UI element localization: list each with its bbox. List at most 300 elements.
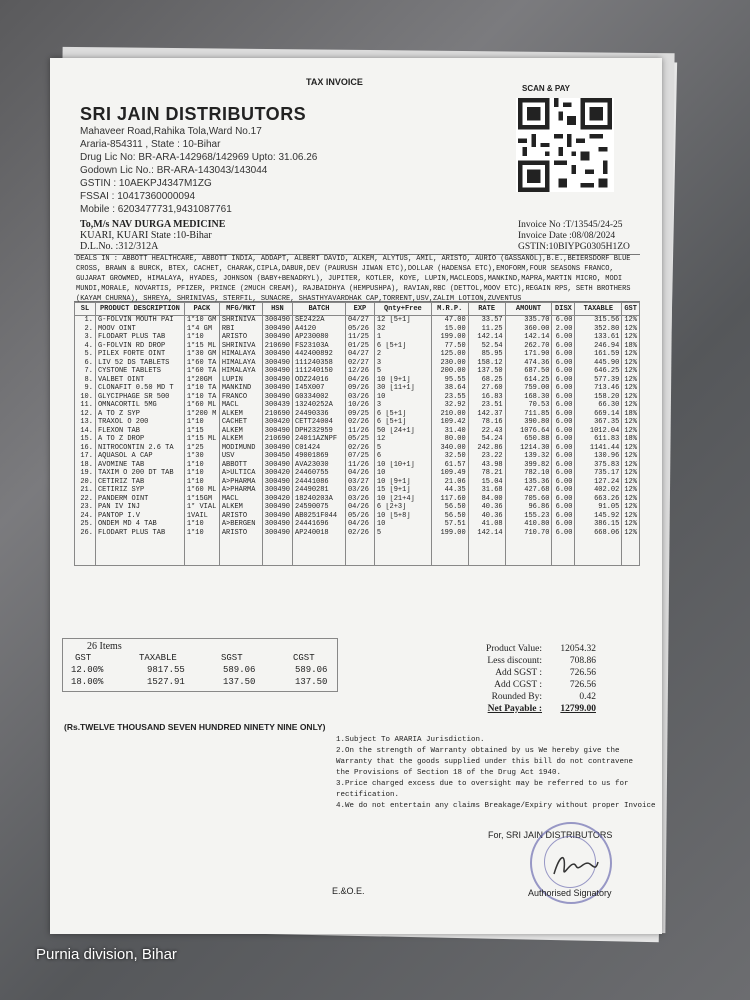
table-cell: LUPIN xyxy=(219,376,262,385)
table-cell: 01/25 xyxy=(345,342,374,351)
table-row xyxy=(75,529,640,538)
deals-in-text: DEALS IN : ABBOTT HEALTHCARE, ABBOTT INDIA, ADDAPT, ALBERT DAVID, ALKEM, ALYTUS, AMIL, ARISTO, AURIO (GASSANOL),B.E.,BEIERSDORF BLUE CROSS, BRAWN & BURCK, BTEX, CACHET, CHARAK,CIPLA,DABUR,DEV (PAURUSH JIWAN ETC),DOLLAR (HADENSA ETC),EMOFORM,FOUR SEASONS FRANCO, GUJARAT GROWMED, HIMALAYA, HYADES, JOHNSON (BABY+BENADRYL), JUPITER, KOTLER, KOYE, LUPIN,MACLEODS,MANKIND,MAPRA,MARTIN MICRO, MODI MUNDI,MORALE, NOVARTIS, PFIZER, PRINCE (2MUCH CREAM), RAJBAIDHYA (HEMPUSHPA), RAVIAN,RBC (DETTOL,MOOV ETC),REGAIN RPS, SETH BROTHERS (KAYAM CHURNA), SHREYA, SHRINIVAS, STERFIL, SUNACRE, SHASTHYAVARDHAK CAP,TORRENT,USV,ZALIM LOTION,ZUVENTUS xyxy=(76,255,631,303)
table-cell: 230.00 xyxy=(431,359,468,368)
column-header: EXP xyxy=(345,303,374,316)
table-cell: 04/27 xyxy=(345,350,374,359)
table-cell: 10 [10+1] xyxy=(374,461,431,470)
table-cell: 12% xyxy=(622,478,640,487)
table-cell: MACL xyxy=(219,401,262,410)
table-cell: ALKEM xyxy=(219,503,262,512)
table-cell: 52.54 xyxy=(468,342,505,351)
table-cell: 12% xyxy=(622,486,640,495)
table-cell: 352.80 xyxy=(575,325,622,334)
table-row xyxy=(75,478,640,487)
table-cell: 199.00 xyxy=(431,333,468,342)
table-cell: 782.10 xyxy=(505,469,552,478)
term-2-cont2: the Provisions of Section 18 of the Drug Act 1940. xyxy=(336,769,562,777)
table-cell: 12% xyxy=(622,427,640,436)
table-cell: 340.00 xyxy=(431,444,468,453)
gst-summary-box xyxy=(62,638,338,692)
table-cell: 21. xyxy=(75,486,96,495)
table-cell: PILEX FORTE OINT xyxy=(95,350,184,359)
table-cell: 12% xyxy=(622,495,640,504)
gst-taxable-1: 9817.55 xyxy=(147,665,185,675)
net-payable: 12799.00 xyxy=(560,704,596,714)
table-cell: 40.36 xyxy=(468,512,505,521)
column-header: DISX xyxy=(552,303,575,316)
table-cell: 109.42 xyxy=(431,418,468,427)
table-cell: AVOMINE TAB xyxy=(95,461,184,470)
table-cell: 10 [21+4] xyxy=(374,495,431,504)
table-cell: 1*10 xyxy=(184,333,219,342)
table-cell: 445.90 xyxy=(575,359,622,368)
table-cell: 4. xyxy=(75,342,96,351)
table-cell: FS23103A xyxy=(293,342,346,351)
gst-header-gst: GST xyxy=(75,653,92,663)
column-header: RATE xyxy=(468,303,505,316)
table-cell: 44.35 xyxy=(431,486,468,495)
table-cell: DPH232959 xyxy=(293,427,346,436)
table-cell: 12% xyxy=(622,350,640,359)
table-cell: A>BERGEN xyxy=(219,520,262,529)
table-cell: 1*10 xyxy=(184,418,219,427)
table-cell: FLODART PLUS TAB xyxy=(95,529,184,538)
table-cell: 11.25 xyxy=(468,325,505,334)
table-row xyxy=(75,452,640,461)
table-cell: 199.00 xyxy=(431,529,468,538)
table-cell: MANKIND xyxy=(219,384,262,393)
table-cell: 32 xyxy=(374,325,431,334)
qr-code-icon xyxy=(516,98,614,192)
add-sgst: 726.56 xyxy=(569,668,596,678)
gst-cgst-1: 589.06 xyxy=(295,665,328,675)
table-cell: 1012.04 xyxy=(575,427,622,436)
table-cell: 12% xyxy=(622,520,640,529)
table-cell xyxy=(293,537,346,566)
table-row xyxy=(75,469,640,478)
table-cell: 05/25 xyxy=(345,435,374,444)
column-header: HSN xyxy=(262,303,292,316)
table-cell: 12/26 xyxy=(345,367,374,376)
table-cell: A TO Z SYP xyxy=(95,410,184,419)
table-cell: 12% xyxy=(622,359,640,368)
table-cell: 1. xyxy=(75,316,96,325)
table-cell: 300490 xyxy=(262,325,292,334)
table-cell xyxy=(468,537,505,566)
term-3: 3.Price charged excess due to oversight may be referred to us for xyxy=(336,780,629,788)
table-cell: A>PHARMA xyxy=(219,486,262,495)
table-cell: 6 [2+3] xyxy=(374,503,431,512)
table-cell xyxy=(184,537,219,566)
table-cell: 09/26 xyxy=(345,384,374,393)
table-cell: PAN IV INJ xyxy=(95,503,184,512)
table-cell: ALKEM xyxy=(219,435,262,444)
table-cell: ARISTO xyxy=(219,333,262,342)
table-cell: TAXIM O 200 DT TAB xyxy=(95,469,184,478)
table-cell: 142.37 xyxy=(468,410,505,419)
table-cell: 04/26 xyxy=(345,503,374,512)
table-cell: 6.00 xyxy=(552,333,575,342)
table-cell: 6 [5+1] xyxy=(374,418,431,427)
table-cell: 300490 xyxy=(262,520,292,529)
table-cell: 474.36 xyxy=(505,359,552,368)
table-cell: 1*10 GM xyxy=(184,316,219,325)
table-cell: 1*200 M xyxy=(184,410,219,419)
table-cell: 02/26 xyxy=(345,529,374,538)
table-cell: 713.46 xyxy=(575,384,622,393)
table-cell: 300490 xyxy=(262,393,292,402)
table-cell: 300490 xyxy=(262,367,292,376)
table-cell: 6 [5+1] xyxy=(374,410,431,419)
table-cell: 15.04 xyxy=(468,478,505,487)
table-row xyxy=(75,444,640,453)
table-cell: 47.00 xyxy=(431,316,468,325)
table-cell: 410.80 xyxy=(505,520,552,529)
table-cell: 300490 xyxy=(262,444,292,453)
table-cell: 200.00 xyxy=(431,367,468,376)
net-payable-label: Net Payable : xyxy=(487,704,542,714)
table-cell: FRANCO xyxy=(219,393,262,402)
table-cell: 360.00 xyxy=(505,325,552,334)
table-cell xyxy=(505,537,552,566)
table-cell: 6.00 xyxy=(552,529,575,538)
table-cell: 6.00 xyxy=(552,478,575,487)
table-cell: 9. xyxy=(75,384,96,393)
table-cell: NITROCONTIN 2.6 TA xyxy=(95,444,184,453)
table-cell: 12 [5+1] xyxy=(374,316,431,325)
table-cell: SHRINIVA xyxy=(219,342,262,351)
table-cell: 19. xyxy=(75,469,96,478)
table-cell: 5. xyxy=(75,350,96,359)
table-cell: 03/26 xyxy=(345,393,374,402)
table-cell: G0334002 xyxy=(293,393,346,402)
table-cell: I45X007 xyxy=(293,384,346,393)
buyer-name: To,M/s NAV DURGA MEDICINE xyxy=(80,219,226,230)
table-row xyxy=(75,367,640,376)
table-cell: 2.00 xyxy=(552,325,575,334)
table-cell: CACHET xyxy=(219,418,262,427)
table-cell: AVA23030 xyxy=(293,461,346,470)
table-cell: CETIRIZ TAB xyxy=(95,478,184,487)
authorised-signatory: Authorised Signatory xyxy=(528,888,612,898)
table-cell: 335.70 xyxy=(505,316,552,325)
table-cell: 6.00 xyxy=(552,342,575,351)
table-cell: 10 xyxy=(374,393,431,402)
table-cell: 1*10 TA xyxy=(184,384,219,393)
term-1: 1.Subject To ARARIA Jurisdiction. xyxy=(336,736,485,744)
table-cell: 109.49 xyxy=(431,469,468,478)
table-cell: 10. xyxy=(75,393,96,402)
table-cell: 18% xyxy=(622,410,640,419)
table-cell: 40.36 xyxy=(468,503,505,512)
table-cell: 669.14 xyxy=(575,410,622,419)
table-cell: 375.83 xyxy=(575,461,622,470)
table-cell: LIV 52 DS TABLETS xyxy=(95,359,184,368)
table-cell: 13240252A xyxy=(293,401,346,410)
table-cell: 168.30 xyxy=(505,393,552,402)
table-cell: 24490281 xyxy=(293,486,346,495)
table-cell: AP230080 xyxy=(293,333,346,342)
table-cell: MOOV OINT xyxy=(95,325,184,334)
table-cell xyxy=(75,537,96,566)
table-cell: 711.85 xyxy=(505,410,552,419)
rounded-by: 0.42 xyxy=(579,692,596,702)
rounded-by-label: Rounded By: xyxy=(491,692,542,702)
table-cell: 18240203A xyxy=(293,495,346,504)
table-cell: 5 xyxy=(374,367,431,376)
table-cell: 6.00 xyxy=(552,316,575,325)
table-cell: 133.61 xyxy=(575,333,622,342)
invoice-number: Invoice No :T/13545/24-25 xyxy=(518,220,623,230)
table-cell: 6.00 xyxy=(552,452,575,461)
add-cgst: 726.56 xyxy=(569,680,596,690)
table-cell: 23.22 xyxy=(468,452,505,461)
table-cell: 111240358 xyxy=(293,359,346,368)
table-cell: 1141.44 xyxy=(575,444,622,453)
table-cell: 12% xyxy=(622,529,640,538)
table-cell: ODZ24016 xyxy=(293,376,346,385)
table-row xyxy=(75,393,640,402)
table-cell: MODIMUND xyxy=(219,444,262,453)
table-cell: 6.00 xyxy=(552,503,575,512)
table-cell: 6.00 xyxy=(552,384,575,393)
table-row xyxy=(75,503,640,512)
photo-caption: Purnia division, Bihar xyxy=(36,946,177,963)
table-cell: 56.50 xyxy=(431,503,468,512)
column-header: BATCH xyxy=(293,303,346,316)
table-cell: 02/27 xyxy=(345,359,374,368)
table-cell: 24441696 xyxy=(293,520,346,529)
table-row xyxy=(75,435,640,444)
table-cell: 04/26 xyxy=(345,376,374,385)
table-cell: 1*30 GM xyxy=(184,350,219,359)
table-cell: 1VAIL xyxy=(184,512,219,521)
table-cell: 611.83 xyxy=(575,435,622,444)
table-row xyxy=(75,461,640,470)
table-cell: A TO Z DROP xyxy=(95,435,184,444)
table-cell: 1*10 xyxy=(184,469,219,478)
table-cell: 300420 xyxy=(262,495,292,504)
table-cell: 367.35 xyxy=(575,418,622,427)
table-cell: 12% xyxy=(622,461,640,470)
table-cell: 7. xyxy=(75,367,96,376)
table-cell: 21.06 xyxy=(431,478,468,487)
table-cell: 145.92 xyxy=(575,512,622,521)
table-cell: 54.24 xyxy=(468,435,505,444)
table-cell xyxy=(262,537,292,566)
table-filler-row xyxy=(75,537,640,566)
table-cell: 125.00 xyxy=(431,350,468,359)
table-cell: 6.00 xyxy=(552,469,575,478)
table-cell: ARISTO xyxy=(219,529,262,538)
table-cell: 1*10 xyxy=(184,478,219,487)
table-cell: 111240150 xyxy=(293,367,346,376)
table-cell: 6.00 xyxy=(552,461,575,470)
table-cell: 61.57 xyxy=(431,461,468,470)
table-cell: 155.23 xyxy=(505,512,552,521)
gst-rate-1: 12.00% xyxy=(71,665,104,675)
eoe-label: E.&O.E. xyxy=(332,886,365,896)
table-cell: 3. xyxy=(75,333,96,342)
table-cell: 6.00 xyxy=(552,367,575,376)
table-cell: 142.14 xyxy=(468,333,505,342)
table-cell: 6.00 xyxy=(552,376,575,385)
table-cell: 05/26 xyxy=(345,325,374,334)
table-cell: 12% xyxy=(622,444,640,453)
table-cell: HIMALAYA xyxy=(219,350,262,359)
column-header: TAXABLE xyxy=(575,303,622,316)
table-cell: 14. xyxy=(75,427,96,436)
table-row xyxy=(75,418,640,427)
table-cell: 80.00 xyxy=(431,435,468,444)
less-discount-label: Less discount: xyxy=(487,656,542,666)
table-cell: 668.06 xyxy=(575,529,622,538)
table-cell: 43.98 xyxy=(468,461,505,470)
table-cell: 56.50 xyxy=(431,512,468,521)
table-row xyxy=(75,384,640,393)
table-row xyxy=(75,495,640,504)
table-cell: 705.60 xyxy=(505,495,552,504)
table-cell: 6.00 xyxy=(552,393,575,402)
table-cell: 10 [9+1] xyxy=(374,478,431,487)
table-cell: 31.68 xyxy=(468,486,505,495)
table-cell: 577.39 xyxy=(575,376,622,385)
table-cell: 210690 xyxy=(262,435,292,444)
table-row xyxy=(75,350,640,359)
table-row xyxy=(75,410,640,419)
table-cell xyxy=(95,537,184,566)
firm-mobile: Mobile : 6203477731,9431087761 xyxy=(80,204,232,215)
table-cell: 85.95 xyxy=(468,350,505,359)
table-cell: 142.14 xyxy=(505,333,552,342)
table-cell: 23.55 xyxy=(431,393,468,402)
table-cell: 96.86 xyxy=(505,503,552,512)
term-3-cont: rectification. xyxy=(336,791,400,799)
table-cell: FLODART PLUS TAB xyxy=(95,333,184,342)
table-cell: 24. xyxy=(75,512,96,521)
table-row xyxy=(75,512,640,521)
table-cell: 22. xyxy=(75,495,96,504)
table-cell: 300490 xyxy=(262,384,292,393)
table-cell: 15 [9+1] xyxy=(374,486,431,495)
table-cell: AQUASOL A CAP xyxy=(95,452,184,461)
table-cell: 646.25 xyxy=(575,367,622,376)
table-cell: 84.00 xyxy=(468,495,505,504)
table-cell: 18% xyxy=(622,435,640,444)
gst-cgst-2: 137.50 xyxy=(295,677,328,687)
table-cell: 1*60 ML xyxy=(184,401,219,410)
table-cell: 137.50 xyxy=(468,367,505,376)
table-cell: 210.00 xyxy=(431,410,468,419)
table-cell: 04/26 xyxy=(345,469,374,478)
table-cell: 12% xyxy=(622,316,640,325)
table-cell: 300490 xyxy=(262,512,292,521)
table-cell: 300490 xyxy=(262,503,292,512)
table-cell: 18. xyxy=(75,461,96,470)
table-row xyxy=(75,359,640,368)
table-cell: 18% xyxy=(622,342,640,351)
table-row xyxy=(75,333,640,342)
items-table xyxy=(74,302,640,566)
less-discount: 708.86 xyxy=(569,656,596,666)
table-cell: CYSTONE TABLETS xyxy=(95,367,184,376)
term-4: 4.We do not entertain any claims Breakage/Expiry without proper Invoice xyxy=(336,802,656,810)
table-cell: 300490 xyxy=(262,350,292,359)
table-cell: 03/27 xyxy=(345,478,374,487)
table-cell: 22.43 xyxy=(468,427,505,436)
column-header: GST xyxy=(622,303,640,316)
doc-title: TAX INVOICE xyxy=(306,77,363,87)
add-sgst-label: Add SGST : xyxy=(495,668,542,678)
table-cell: 139.32 xyxy=(505,452,552,461)
table-cell: 161.59 xyxy=(575,350,622,359)
godown-license: Godown Lic No.: BR-ARA-143043/143044 xyxy=(80,165,268,176)
table-cell: 10 [5+8] xyxy=(374,512,431,521)
table-cell: 300490 xyxy=(262,376,292,385)
gst-rate-2: 18.00% xyxy=(71,677,104,687)
table-cell: 663.26 xyxy=(575,495,622,504)
table-cell: 57.51 xyxy=(431,520,468,529)
table-cell: 20. xyxy=(75,478,96,487)
column-header: MFG/MKT xyxy=(219,303,262,316)
table-cell: 15.00 xyxy=(431,325,468,334)
table-cell: 1076.64 xyxy=(505,427,552,436)
table-cell: OMNACORTIL 5MG xyxy=(95,401,184,410)
table-cell: 50 [24+1] xyxy=(374,427,431,436)
table-cell: TRAXOL O 200 xyxy=(95,418,184,427)
table-cell: HIMALAYA xyxy=(219,359,262,368)
column-header: M.R.P. xyxy=(431,303,468,316)
table-cell: 1 xyxy=(374,333,431,342)
table-cell: USV xyxy=(219,452,262,461)
table-cell: RBI xyxy=(219,325,262,334)
table-cell: A4120 xyxy=(293,325,346,334)
column-header: PRODUCT DESCRIPTION xyxy=(95,303,184,316)
table-cell: 1*4 GM xyxy=(184,325,219,334)
gst-sgst-1: 589.06 xyxy=(223,665,256,675)
table-cell: 710.70 xyxy=(505,529,552,538)
table-body xyxy=(75,316,640,566)
table-cell: 2. xyxy=(75,325,96,334)
firm-fssai: FSSAI : 10417360000094 xyxy=(80,191,196,202)
table-cell: 24011AZNPF xyxy=(293,435,346,444)
table-cell: 300450 xyxy=(262,452,292,461)
buyer-address: KUARI, KUARI State :10-Bihar xyxy=(80,230,212,241)
table-cell: 66.30 xyxy=(575,401,622,410)
column-header: AMOUNT xyxy=(505,303,552,316)
table-cell: 650.88 xyxy=(505,435,552,444)
table-cell xyxy=(219,537,262,566)
table-cell: 16.83 xyxy=(468,393,505,402)
table-cell: C01424 xyxy=(293,444,346,453)
invoice-date: Invoice Date :08/08/2024 xyxy=(518,231,616,241)
table-cell: SE2422A xyxy=(293,316,346,325)
table-cell: 242.86 xyxy=(468,444,505,453)
table-cell: 1*10 xyxy=(184,529,219,538)
table-cell: 32.50 xyxy=(431,452,468,461)
table-cell: 11/26 xyxy=(345,461,374,470)
table-cell: 127.24 xyxy=(575,478,622,487)
table-cell: 03/26 xyxy=(345,486,374,495)
table-cell: 24460755 xyxy=(293,469,346,478)
table-cell: 735.17 xyxy=(575,469,622,478)
table-cell: 6.00 xyxy=(552,427,575,436)
table-cell: 77.50 xyxy=(431,342,468,351)
table-cell: 386.15 xyxy=(575,520,622,529)
table-cell: ONDEM MD 4 TAB xyxy=(95,520,184,529)
term-2: 2.On the strength of Warranty obtained by us We hereby give the xyxy=(336,747,620,755)
gst-header-cgst: CGST xyxy=(293,653,315,663)
